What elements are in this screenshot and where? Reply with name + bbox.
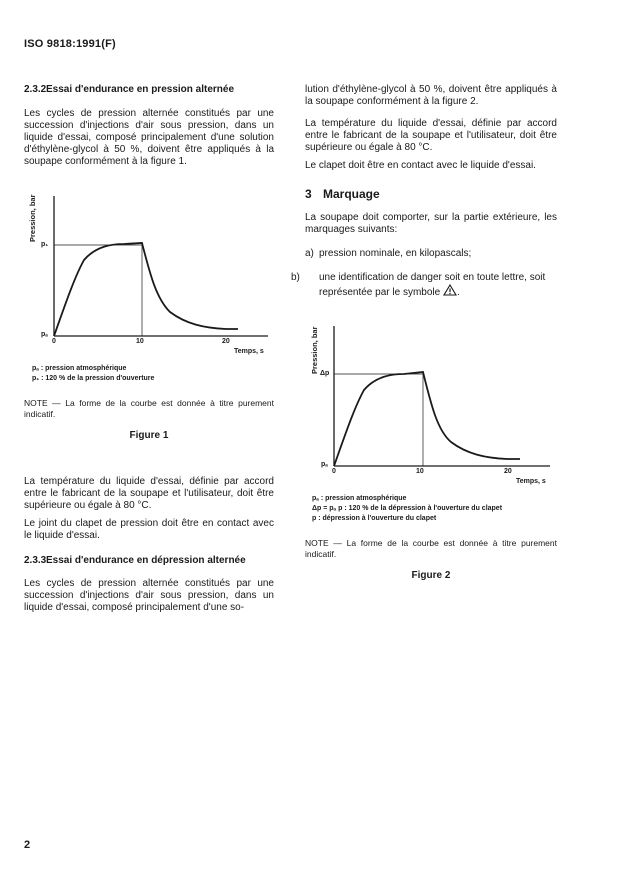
section-heading-3	[305, 187, 557, 201]
figure-2-y-label: Pression, bar	[310, 326, 319, 374]
list-item-text: une identification de danger soit en toute lettre, soit représentée par le symbole	[319, 272, 546, 298]
figure-2-pa-label: pₐ	[321, 461, 328, 468]
paragraph-2-3-2: Les cycles de pression alternée constitués par une succession d'injections d'air sous pression, dans un liquide d'essai, composé principalement d'une solution d'éthylène-glycol à 50 %, doivent être appliqués à la soupape conformément à la figure 1.	[24, 108, 274, 167]
figure-2-tick-20: 20	[504, 468, 512, 475]
paragraph-temperature-left: La température du liquide d'essai, définie par accord entre le fabricant de la soupape et l'utilisateur, doit être supérieure ou égale à 80 °C.	[24, 476, 274, 511]
list-item-text: pression nominale, en kilopascals;	[319, 248, 472, 259]
section-title: Essai d'endurance en dépression alternée	[46, 555, 246, 566]
document-code: ISO 9818:1991(F)	[24, 38, 116, 50]
figure-2-caption: Figure 2	[411, 570, 451, 581]
figure-2-tick-10: 10	[416, 468, 424, 475]
figure-2-legend-p: p : dépression à l'ouverture du clapet	[312, 515, 437, 522]
list-marker: a)	[305, 248, 314, 259]
paragraph-joint: Le joint du clapet de pression doit être en contact avec le liquide d'essai.	[24, 518, 274, 541]
paragraph-2-3-3: Les cycles de pression alternée constitués par une succession d'injections d'air sous pression, dans un liquide d'essai, composé principalement d'une so-	[24, 578, 274, 613]
figure-1-tick-20: 20	[222, 338, 230, 345]
section-heading-2-3-2	[24, 84, 274, 95]
figure-1-p1-label: p₁	[41, 241, 49, 248]
figure-2-legend-dp: Δp = pₐ p : 120 % de la dépression à l'ouverture du clapet	[312, 505, 503, 512]
figure-2-tick-0: 0	[332, 468, 336, 475]
figure-1-y-label: Pression, bar	[28, 194, 37, 242]
list-item-b	[291, 272, 557, 299]
warning-triangle-icon	[443, 284, 457, 296]
figure-2	[308, 320, 558, 530]
figure-2-note: NOTE — La forme de la courbe est donnée à titre purement indicatif.	[305, 538, 557, 559]
figure-1-caption: Figure 1	[129, 430, 169, 441]
figure-1-tick-0: 0	[52, 338, 56, 345]
section-title: Essai d'endurance en pression alternée	[46, 84, 235, 95]
paragraph-continuation: lution d'éthylène-glycol à 50 %, doivent être appliqués à la soupape conformément à la figure 2.	[305, 84, 557, 107]
paragraph-clapet: Le clapet doit être en contact avec le liquide d'essai.	[305, 160, 536, 171]
section-heading-2-3-3	[24, 555, 274, 566]
figure-2-dp-label: Δp	[320, 370, 330, 377]
figure-1-legend-pa: pₐ : pression atmosphérique	[32, 365, 127, 372]
figure-1-legend-p1: p₁ : 120 % de la pression d'ouverture	[32, 375, 155, 382]
figure-1-x-label: Temps, s	[234, 348, 264, 355]
figure-1-pa-label: pₐ	[41, 331, 48, 338]
figure-1	[24, 190, 274, 390]
pressure-curve	[334, 372, 520, 466]
list-item-a	[305, 248, 557, 260]
paragraph-temperature-right: La température du liquide d'essai, définie par accord entre le fabricant de la soupape et l'utilisateur, doit être supérieure ou égale à 80 °C.	[305, 118, 557, 153]
figure-1-tick-10: 10	[136, 338, 144, 345]
paragraph-marquage-intro: La soupape doit comporter, sur la partie extérieure, les marquages suivants:	[305, 212, 557, 235]
figure-2-x-label: Temps, s	[516, 478, 546, 485]
pressure-curve	[54, 243, 238, 336]
list-item-trail: .	[456, 287, 460, 298]
page-number: 2	[24, 839, 31, 851]
section-number: 3	[305, 187, 312, 201]
list-marker: b)	[291, 272, 300, 283]
section-number: 2.3.3	[24, 555, 47, 566]
figure-2-legend-pa: pₐ : pression atmosphérique	[312, 495, 407, 502]
figure-1-note: NOTE — La forme de la courbe est donnée à titre purement indicatif.	[24, 398, 274, 419]
section-number: 2.3.2	[24, 84, 47, 95]
figure-1-graph	[24, 190, 274, 390]
section-title: Marquage	[323, 187, 380, 201]
